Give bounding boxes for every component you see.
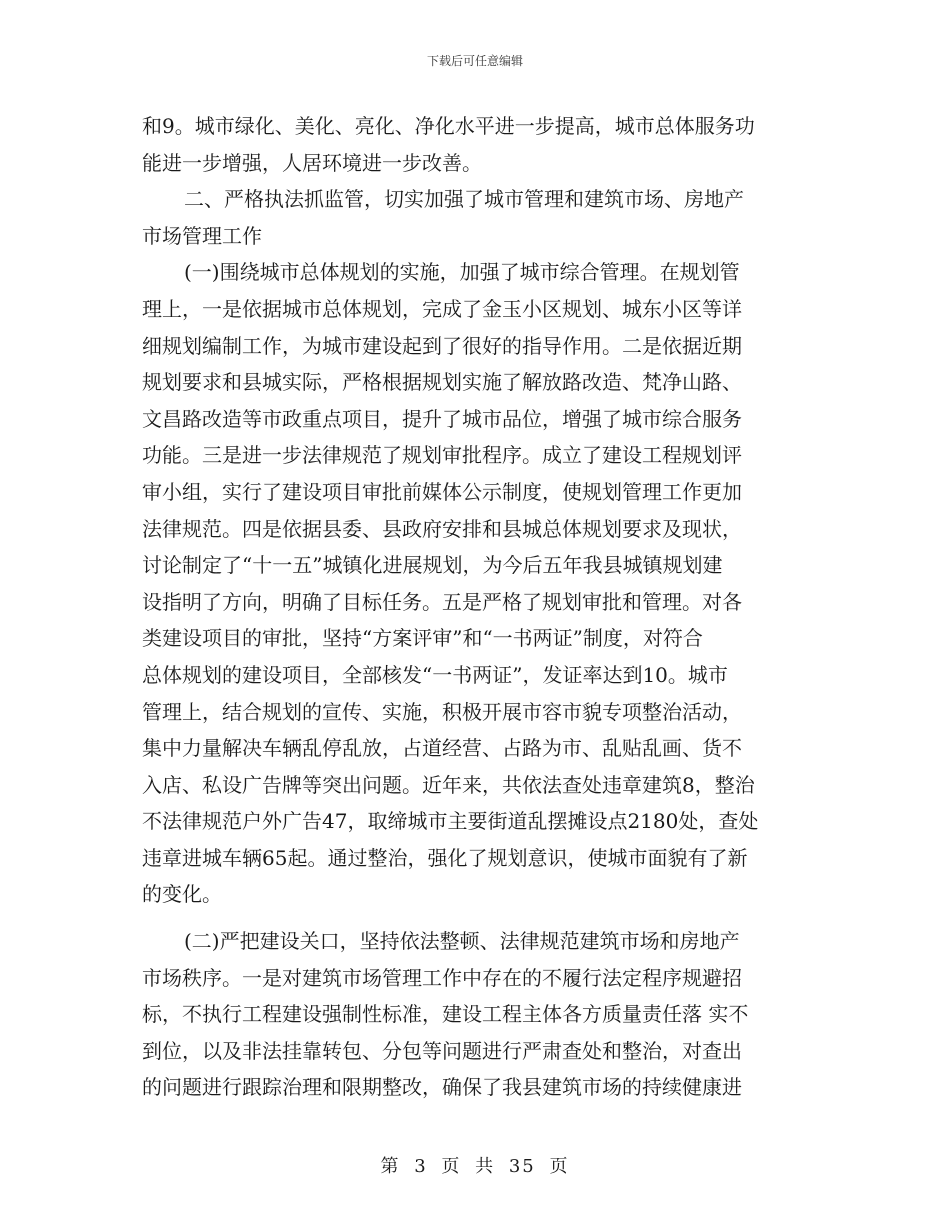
text-line: 设指明了方向，明确了目标任务。五是严格了规划审批和管理。对各 — [142, 589, 742, 614]
subsection-heading: (二)严把建设关口，坚持依法整顿、法律规范建筑市场和房地产 — [184, 929, 740, 954]
text-line: 能进一步增强，人居环境进一步改善。 — [142, 150, 482, 175]
page-number-footer: 第 3 页 共 35 页 — [380, 1156, 570, 1177]
text-line: 文昌路改造等市政重点项目，提升了城市品位，增强了城市综合服务 — [142, 406, 742, 431]
text-line: 的变化。 — [142, 882, 222, 907]
document-body — [142, 108, 808, 1106]
text-line: 不法律规范户外广告47，取缔城市主要街道乱摆摊设点2180处，查处 — [142, 809, 759, 834]
section-heading: 二、严格执法抓监管，切实加强了城市管理和建筑市场、房地产 — [184, 187, 744, 212]
text-line: 和9。城市绿化、美化、亮化、净化水平进一步提高，城市总体服务功 — [142, 114, 755, 138]
text-line: 讨论制定了“十一五”城镇化进展规划，为今后五年我县城镇规划建 — [142, 553, 723, 578]
text-line: 类建设项目的审批，坚持“方案评审”和“一书两证”制度，对符合 — [142, 626, 703, 651]
text-line: 市场秩序。一是对建筑市场管理工作中存在的不履行法定程序规避招 — [142, 965, 742, 990]
text-line: 的问题进行跟踪治理和限期整改，确保了我县建筑市场的持续健康进 — [142, 1075, 742, 1100]
text-line: 法律规范。四是依据县委、县政府安排和县城总体规划要求及现状， — [142, 516, 742, 541]
text-line: 违章进城车辆65起。通过整治，强化了规划意识，使城市面貌有了新 — [142, 845, 748, 870]
page-header: 下载后可任意编辑 — [426, 54, 523, 68]
text-line: 到位，以及非法挂靠转包、分包等问题进行严肃查处和整治，对查出 — [142, 1038, 742, 1063]
text-line: 入店、私设广告牌等突出问题。近年来，共依法查处违章建筑8，整治 — [142, 772, 755, 797]
text-line: 规划要求和县城实际，严格根据规划实施了解放路改造、梵净山路、 — [142, 370, 742, 395]
text-line: 管理上，结合规划的宣传、实施，积极开展市容市貌专项整治活动， — [142, 699, 742, 724]
text-line: 功能。三是进一步法律规范了规划审批程序。成立了建设工程规划评 — [142, 443, 742, 468]
subsection-heading: (一)围绕城市总体规划的实施，加强了城市综合管理。在规划管 — [184, 260, 740, 285]
paragraph-gap — [142, 913, 808, 923]
text-line: 总体规划的建设项目，全部核发“一书两证”，发证率达到10。城市 — [142, 662, 728, 687]
text-line: 细规划编制工作，为城市建设起到了很好的指导作用。二是依据近期 — [142, 333, 742, 358]
text-line: 集中力量解决车辆乱停乱放，占道经营、占路为市、乱贴乱画、货不 — [142, 736, 742, 761]
text-line: 审小组，实行了建设项目审批前媒体公示制度，使规划管理工作更加 — [142, 479, 742, 504]
text-line: 标，不执行工程建设强制性标准，建设工程主体各方质量责任落 实不 — [142, 1002, 749, 1027]
section-heading-cont: 市场管理工作 — [142, 223, 262, 248]
text-line: 理上，一是依据城市总体规划，完成了金玉小区规划、城东小区等详 — [142, 296, 742, 321]
